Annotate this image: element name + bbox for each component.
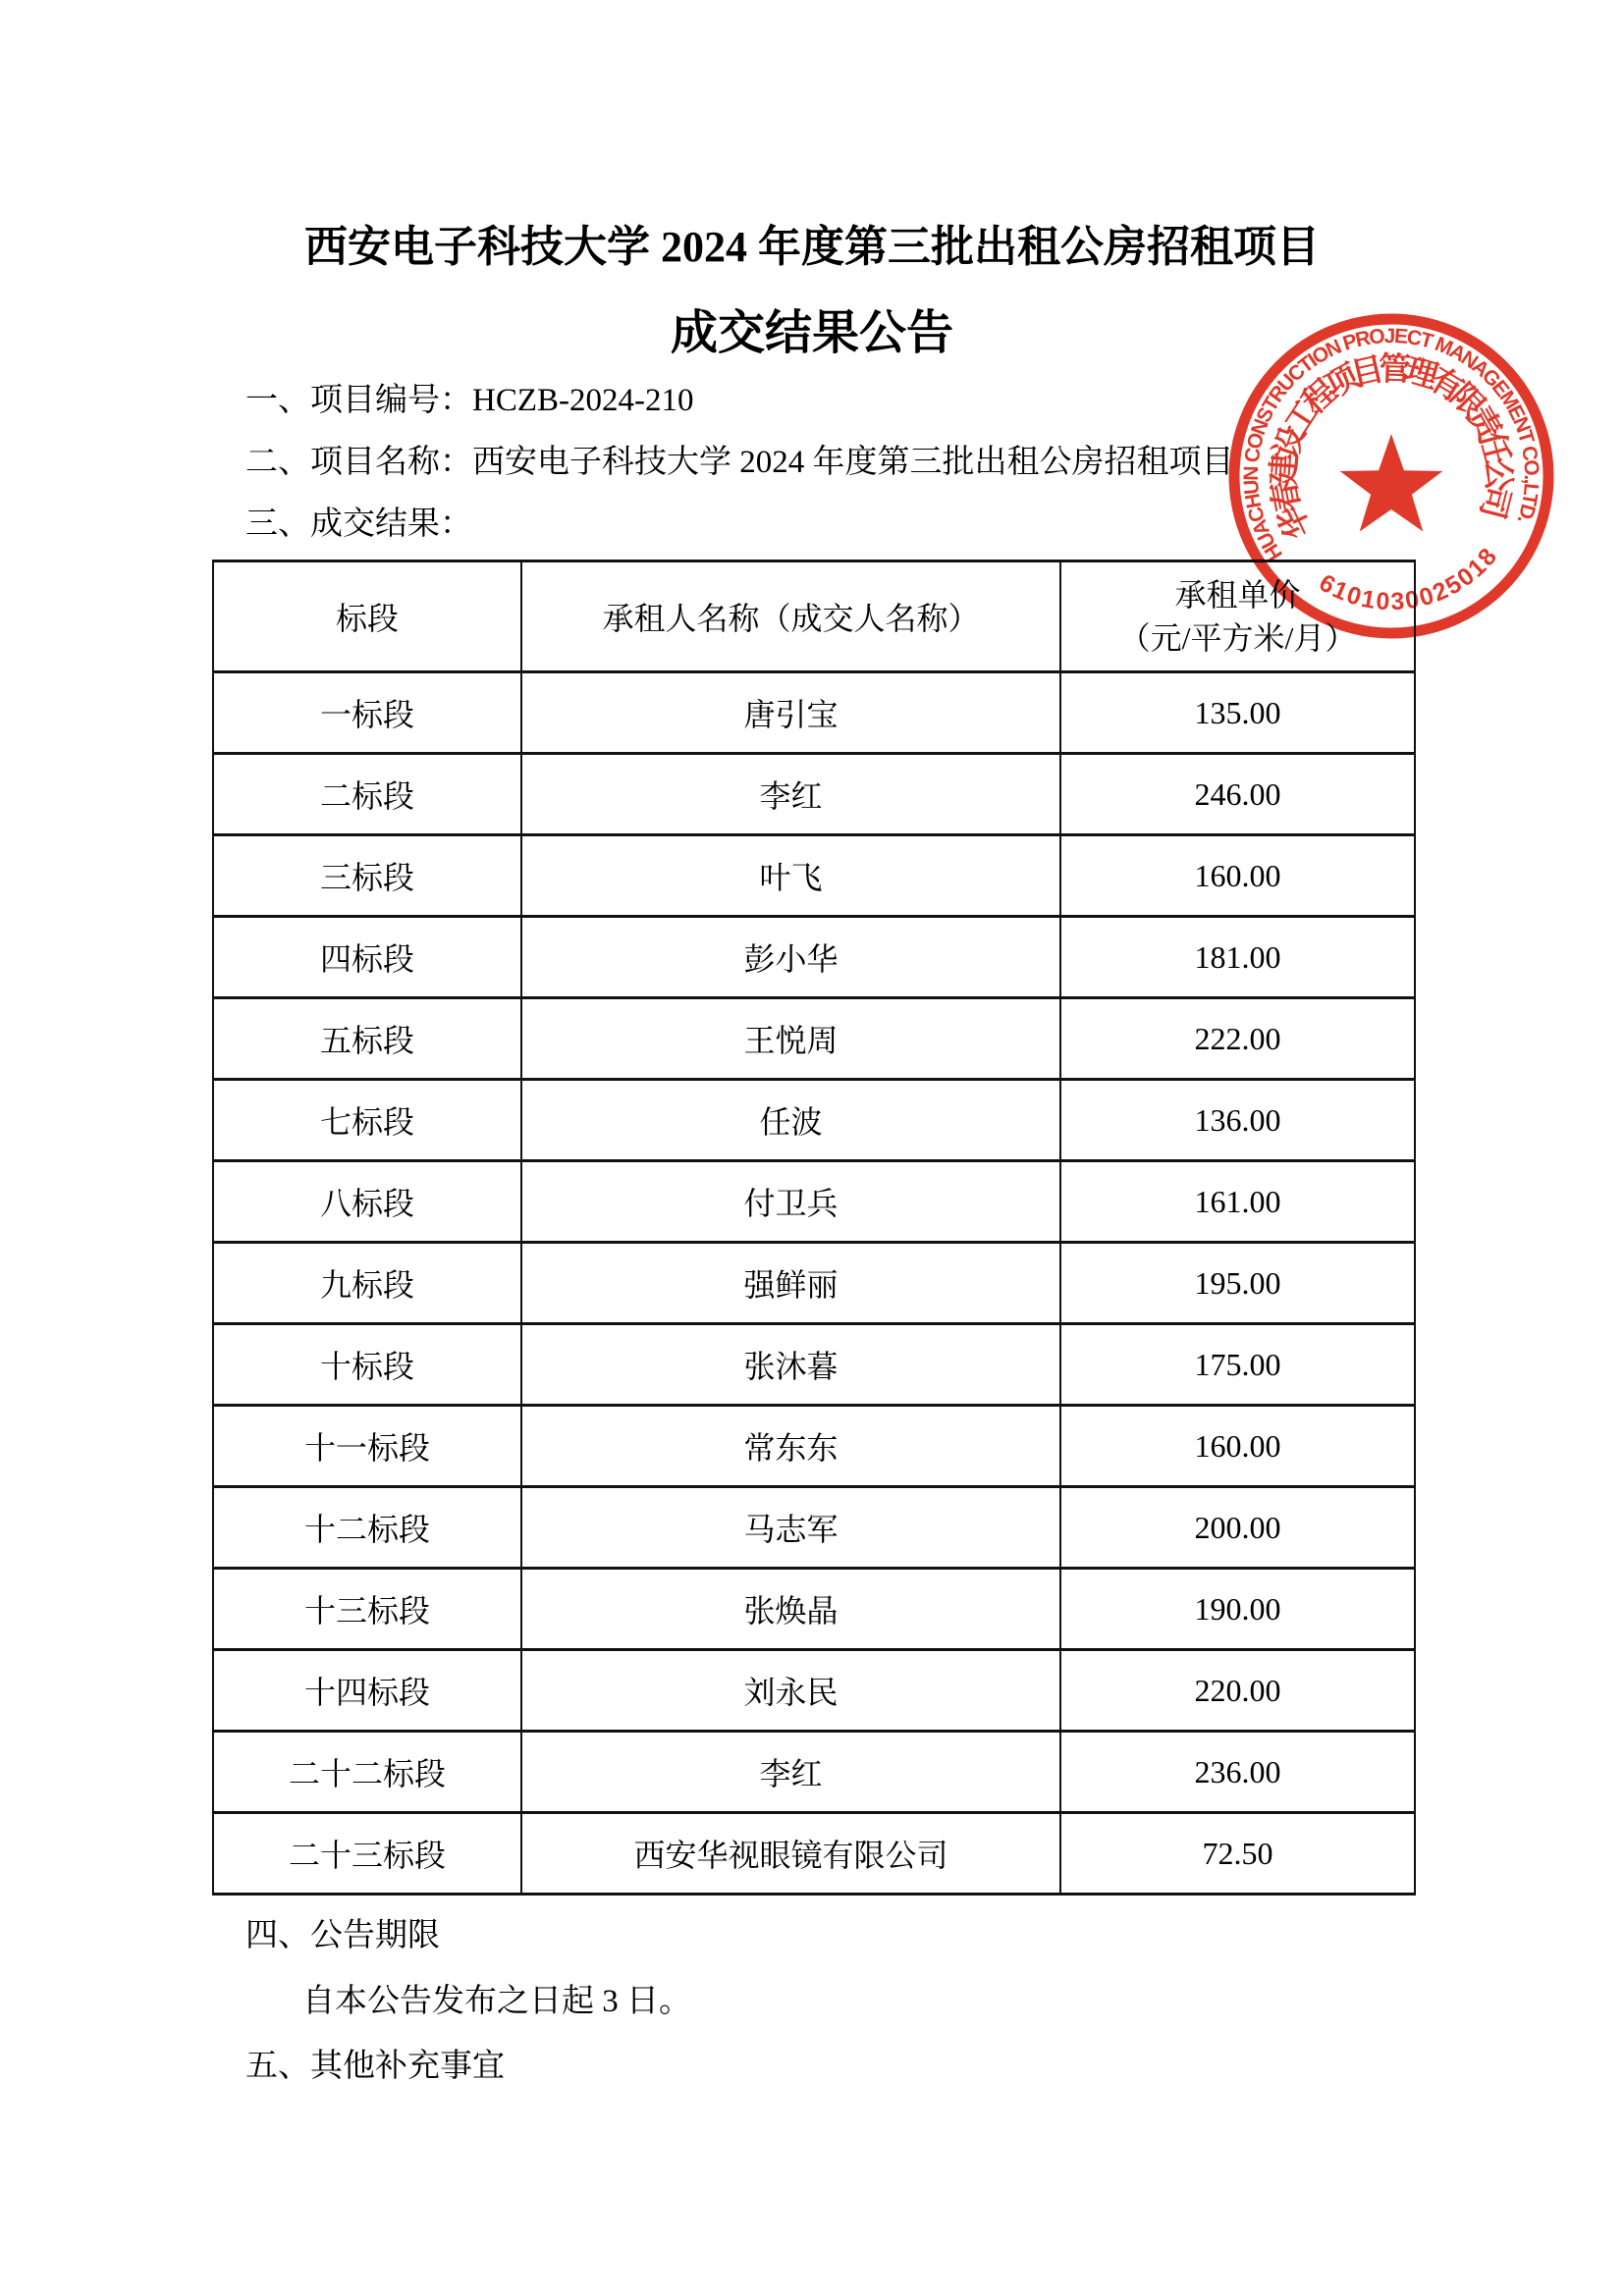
table-row [213, 1732, 1415, 1813]
price-cell: 135.00 [1060, 672, 1415, 754]
section-cell: 十一标段 [213, 1406, 521, 1487]
tenant-cell: 王悦周 [521, 998, 1060, 1080]
price-cell: 72.50 [1060, 1813, 1415, 1895]
tenant-cell: 李红 [521, 1732, 1060, 1813]
table-row [213, 1161, 1415, 1243]
table-row [213, 998, 1415, 1080]
col-header-price-line1: 承租单价 [1174, 577, 1301, 613]
results-table-body [213, 672, 1415, 1895]
table-row [213, 1650, 1415, 1732]
section-cell: 一标段 [213, 672, 521, 754]
tenant-cell: 西安华视眼镜有限公司 [521, 1813, 1060, 1895]
section-cell: 十四标段 [213, 1650, 521, 1732]
price-cell: 195.00 [1060, 1243, 1415, 1324]
section-cell: 九标段 [213, 1243, 521, 1324]
results-table [212, 560, 1416, 1896]
section-cell: 五标段 [213, 998, 521, 1080]
section-cell: 十三标段 [213, 1569, 521, 1650]
col-header-section: 标段 [213, 561, 521, 672]
notice-period-text: 自本公告发布之日起 3 日。 [302, 1984, 691, 2019]
red-star-icon [1340, 434, 1443, 532]
price-cell: 160.00 [1060, 835, 1415, 917]
price-cell: 161.00 [1060, 1161, 1415, 1243]
tenant-cell: 马志军 [521, 1487, 1060, 1569]
price-cell: 246.00 [1060, 754, 1415, 835]
other-heading: 五、其他补充事宜 [245, 2049, 505, 2084]
table-row [213, 1324, 1415, 1406]
tenant-cell: 常东东 [521, 1406, 1060, 1487]
price-cell: 200.00 [1060, 1487, 1415, 1569]
seal-number-text: 6101030025018 [1314, 541, 1504, 616]
document-title-line1: 西安电子科技大学 2024 年度第三批出租公房招租项目 [304, 223, 1320, 271]
tenant-cell: 付卫兵 [521, 1161, 1060, 1243]
table-row [213, 754, 1415, 835]
col-header-tenant: 承租人名称（成交人名称） [521, 561, 1060, 672]
company-seal-stamp [1215, 299, 1568, 653]
table-row [213, 1406, 1415, 1487]
section-cell: 四标段 [213, 917, 521, 998]
price-cell: 222.00 [1060, 998, 1415, 1080]
tenant-cell: 唐引宝 [521, 672, 1060, 754]
tenant-cell: 叶飞 [521, 835, 1060, 917]
section-cell: 十标段 [213, 1324, 521, 1406]
section-cell: 二标段 [213, 754, 521, 835]
section-cell: 三标段 [213, 835, 521, 917]
section-cell: 二十二标段 [213, 1732, 521, 1813]
table-row [213, 672, 1415, 754]
table-row [213, 917, 1415, 998]
tenant-cell: 张焕晶 [521, 1569, 1060, 1650]
tenant-cell: 张沐暮 [521, 1324, 1060, 1406]
notice-period-heading: 四、公告期限 [245, 1918, 440, 1953]
tenant-cell: 彭小华 [521, 917, 1060, 998]
table-row [213, 1080, 1415, 1161]
price-cell: 220.00 [1060, 1650, 1415, 1732]
table-row [213, 1813, 1415, 1895]
price-cell: 190.00 [1060, 1569, 1415, 1650]
section-cell: 十二标段 [213, 1487, 521, 1569]
price-cell: 136.00 [1060, 1080, 1415, 1161]
seal-chinese-text: 华春建设工程项目管理有限责任公司 [1267, 351, 1516, 544]
table-row [213, 1569, 1415, 1650]
tenant-cell: 强鲜丽 [521, 1243, 1060, 1324]
project-name-line: 二、项目名称：西安电子科技大学 2024 年度第三批出租公房招租项目 [245, 445, 1234, 480]
section-cell: 二十三标段 [213, 1813, 521, 1895]
price-cell: 160.00 [1060, 1406, 1415, 1487]
document-title-line2: 成交结果公告 [670, 307, 953, 359]
tenant-cell: 刘永民 [521, 1650, 1060, 1732]
tenant-cell: 任波 [521, 1080, 1060, 1161]
seal-english-text: HUACHUN CONSTRUCTION PROJECT MANAGEMENT CO.,LTD. [1239, 324, 1543, 564]
section-cell: 八标段 [213, 1161, 521, 1243]
table-row [213, 1487, 1415, 1569]
project-number-line: 一、项目编号：HCZB-2024-210 [245, 383, 694, 418]
col-header-price-line2: （元/平方米/月） [1118, 620, 1357, 656]
result-heading: 三、成交结果： [245, 507, 472, 542]
tenant-cell: 李红 [521, 754, 1060, 835]
price-cell: 181.00 [1060, 917, 1415, 998]
table-row [213, 835, 1415, 917]
section-cell: 七标段 [213, 1080, 521, 1161]
price-cell: 175.00 [1060, 1324, 1415, 1406]
table-row [213, 1243, 1415, 1324]
price-cell: 236.00 [1060, 1732, 1415, 1813]
